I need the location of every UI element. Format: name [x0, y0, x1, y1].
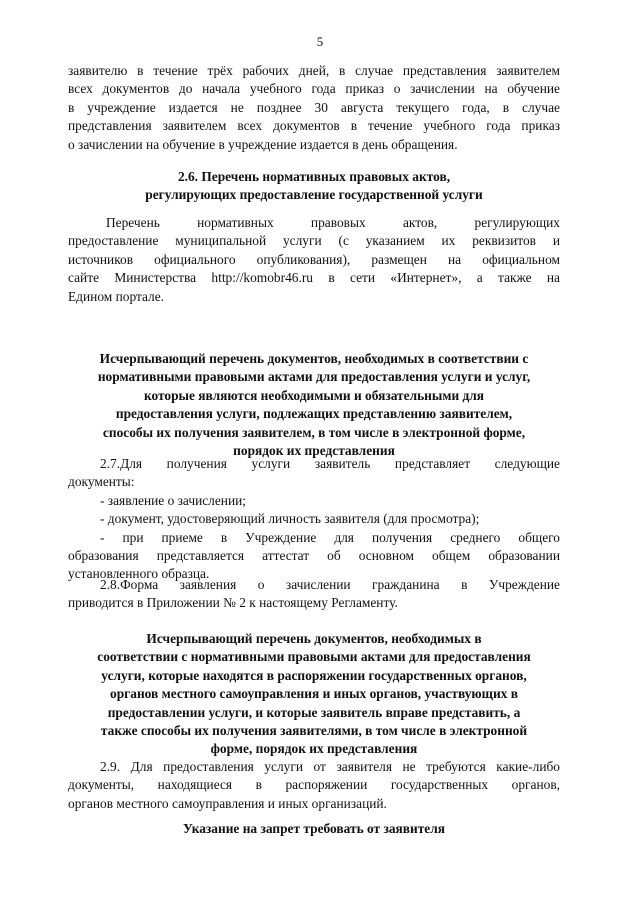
paragraph-2-6: [68, 214, 560, 306]
paragraph-2-7: [68, 455, 560, 584]
heading-line: нормативными правовыми актами для предоставления услуги и услуг,: [97, 369, 531, 385]
text-line: приводится в Приложении № 2 к настоящему Регламенту.: [68, 595, 398, 611]
text-line: 2.8.Форма заявления о зачислении гражданина в Учреждение: [100, 577, 560, 592]
text-line: о зачислении на обучение в учреждение издается в день обращения.: [68, 136, 458, 152]
heading-line: Указание на запрет требовать от заявителя: [182, 821, 445, 836]
paragraph-2-9: [68, 758, 560, 813]
heading-line: порядок их представления: [233, 443, 395, 459]
text-line: Перечень нормативных правовых актов, регулирующих: [106, 215, 560, 230]
heading-prohibition: [68, 820, 560, 838]
list-item: - при приеме в Учреждение для получения среднего общего: [100, 529, 560, 545]
heading-line: форме, порядок их представления: [210, 741, 418, 757]
heading-line: Исчерпывающий перечень документов, необходимых в соответствии с: [99, 351, 529, 366]
heading-line: услуги, которые находятся в распоряжении государственных органов,: [101, 667, 527, 683]
heading-line: которые являются необходимыми и обязательными для: [143, 387, 485, 403]
text-line: документы:: [68, 474, 135, 490]
text-line: установленного образца.: [68, 566, 210, 582]
heading-line: способы их получения заявителем, в том числе в электронной форме,: [102, 424, 526, 440]
paragraph-enrollment-order: [68, 62, 560, 154]
heading-line: также способы их получения заявителями, в том числе в электронной: [100, 723, 528, 739]
heading-line: соответствии с нормативными правовыми актами для предоставления: [97, 649, 531, 665]
text-line: документы, находящиеся в распоряжении государственных органов,: [68, 777, 560, 793]
text-line: предоставление муниципальной услуги (с указанием их реквизитов и: [68, 233, 560, 249]
list-item: - заявление о зачислении;: [100, 492, 247, 508]
heading-line: предоставлении услуги, и которые заявитель вправе представить, а: [107, 704, 521, 720]
heading-line: 2.6. Перечень нормативных правовых актов,: [177, 169, 451, 184]
heading-line: регулирующих предоставление государственной услуги: [145, 187, 483, 203]
text-line: 2.7.Для получения услуги заявитель представляет следующие: [100, 456, 560, 471]
text-line: образования представляется аттестат об основном общем образовании: [68, 548, 560, 564]
text-line: заявителю в течение трёх рабочих дней, в случае представления заявителем: [68, 63, 560, 78]
heading-documents-list: [68, 350, 560, 460]
heading-2-6: [68, 168, 560, 205]
paragraph-2-8: [68, 576, 560, 613]
text-line: источников официального опубликования), размещен на официальном: [68, 251, 560, 267]
heading-line: Исчерпывающий перечень документов, необходимых в: [146, 631, 482, 646]
heading-documents-in-authorities: [68, 630, 560, 759]
text-line: органов местного самоуправления и иных организаций.: [68, 795, 387, 811]
text-line: сайте Министерства http://komobr46.ru в сети «Интернет», а также на: [68, 270, 560, 286]
text-line: представления заявителем всех документов в течение учебного года приказ: [68, 118, 560, 134]
heading-line: предоставления услуги, подлежащих представлению заявителем,: [115, 406, 513, 422]
text-line: всех документов до начала учебного года приказ о зачислении на обучение: [68, 81, 560, 97]
text-line: в учреждение издается не позднее 30 августа текущего года, в случае: [68, 99, 560, 115]
text-line: 2.9. Для предоставления услуги от заявителя не требуются какие-либо: [100, 759, 560, 774]
list-item: - документ, удостоверяющий личность заявителя (для просмотра);: [100, 511, 480, 527]
page-number: 5: [316, 34, 324, 49]
text-line: Едином портале.: [68, 288, 165, 304]
heading-line: органов местного самоуправления и иных органов, участвующих в: [110, 686, 518, 702]
